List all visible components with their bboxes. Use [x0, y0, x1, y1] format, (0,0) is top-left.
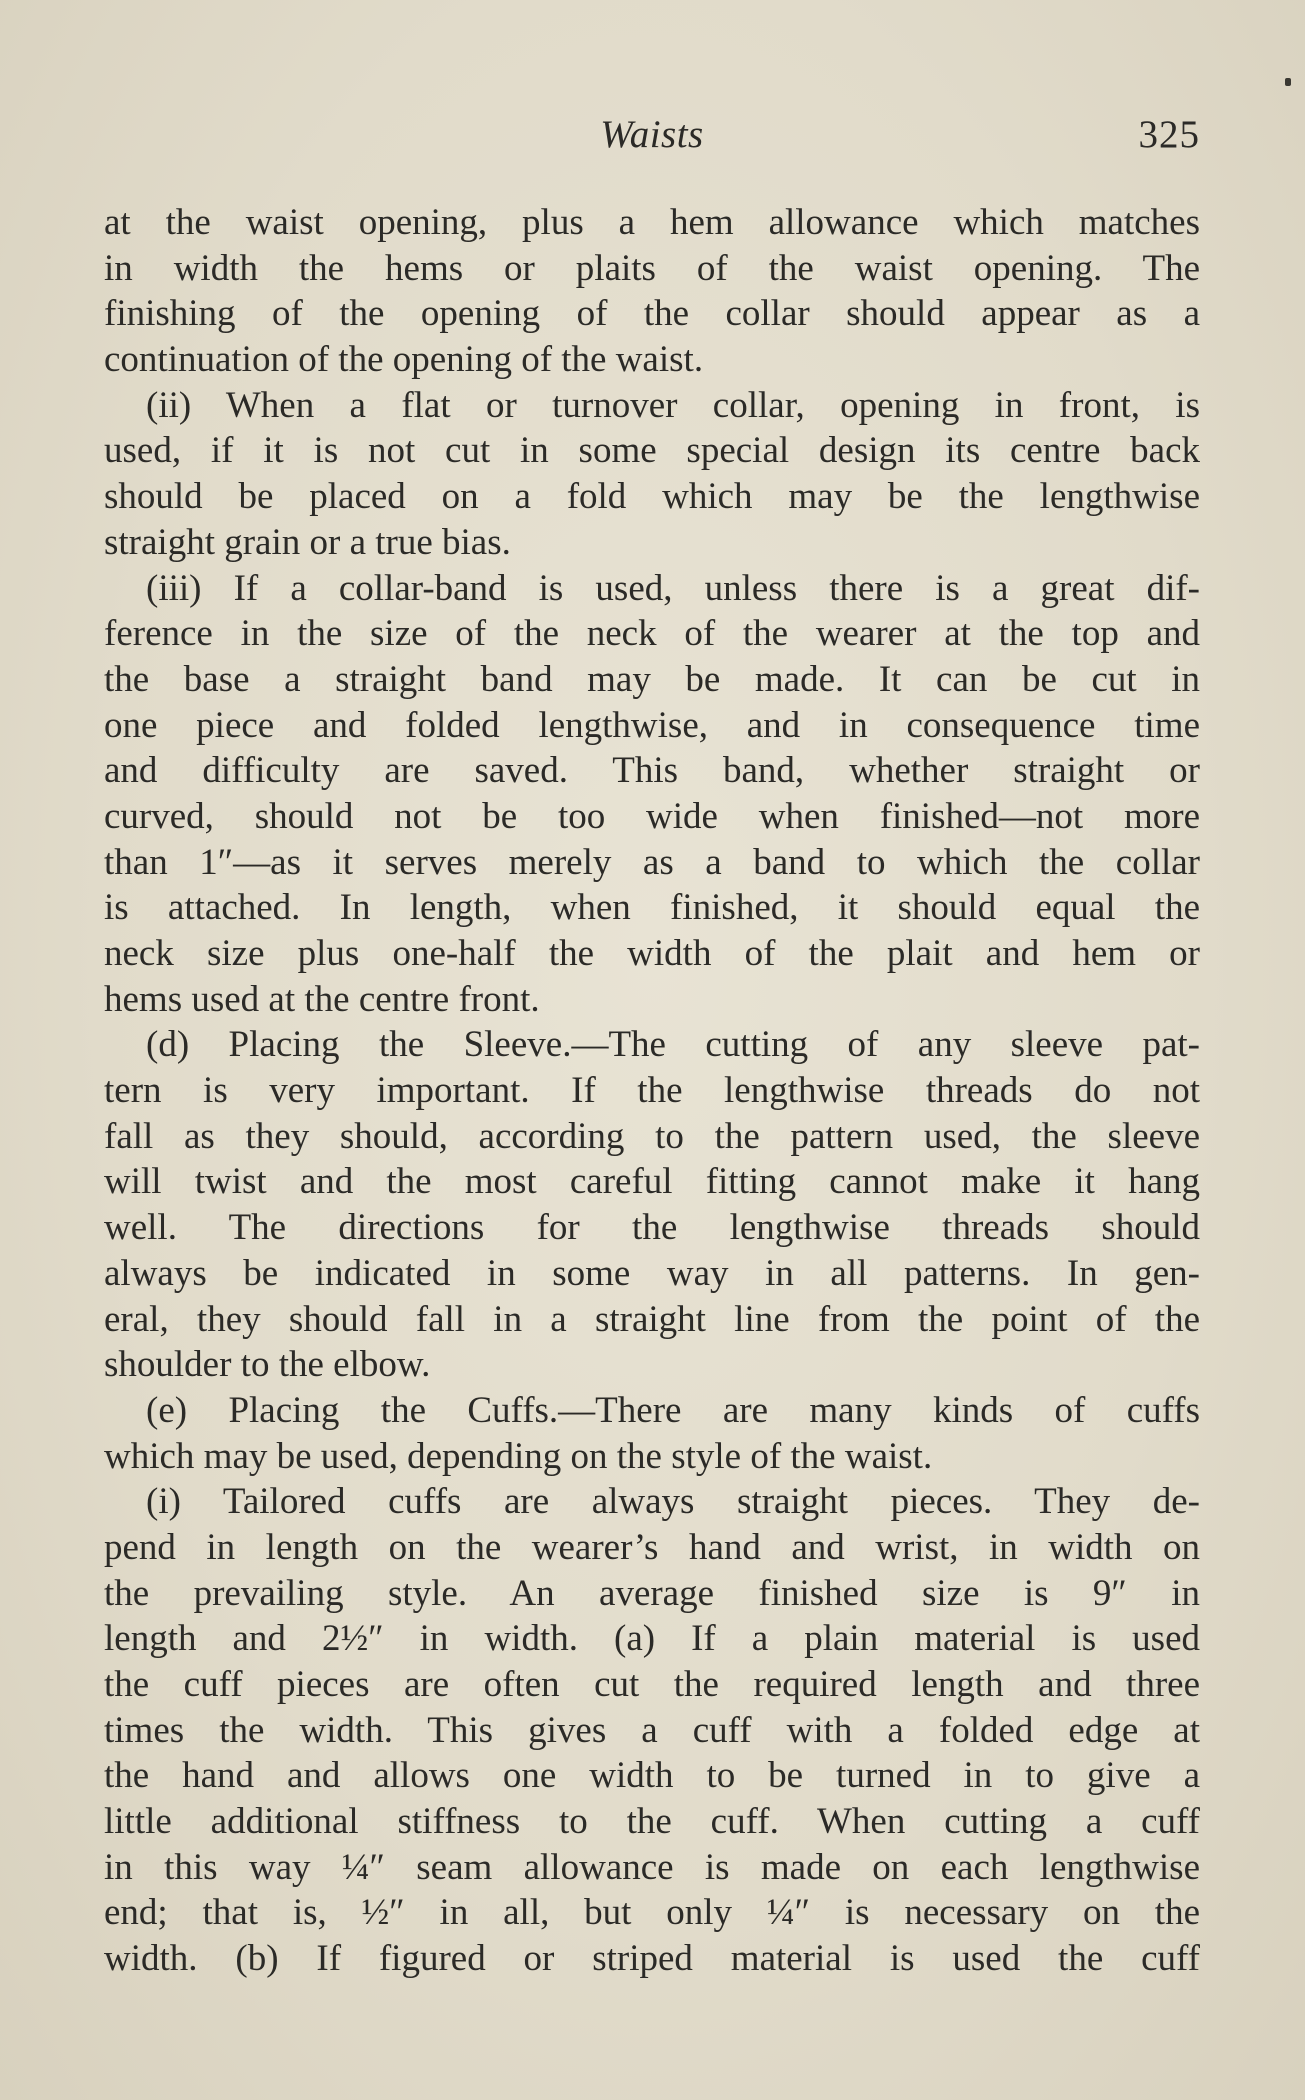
text-line: (i) Tailored cuffs are always straight pieces. They de- [146, 1481, 1200, 1523]
text-line: at the waist opening, plus a hem allowance which matches [104, 202, 1200, 243]
text-line: is attached. In length, when finished, it should equal the [104, 887, 1200, 929]
text-line: pend in length on the wearer’s hand and wrist, in width on [104, 1526, 1200, 1568]
running-head: Waists [600, 113, 704, 156]
text-line: straight grain or a true bias. [104, 521, 511, 563]
text-line: times the width. This gives a cuff with a folded edge at [104, 1709, 1200, 1751]
text-line: and difficulty are saved. This band, whether straight or [104, 750, 1200, 792]
text-line: than 1″—as it serves merely as a band to which the collar [104, 841, 1200, 883]
body-text [104, 200, 1200, 1982]
text-line: continuation of the opening of the waist. [104, 339, 704, 381]
text-line: little additional stiffness to the cuff. When cutting a cuff [104, 1801, 1200, 1843]
text-line: finishing of the opening of the collar should appear as a [104, 293, 1200, 335]
text-line: eral, they should fall in a straight line from the point of the [104, 1298, 1200, 1340]
text-line: length and 2½″ in width. (a) If a plain material is used [104, 1618, 1200, 1660]
text-line: always be indicated in some way in all patterns. In gen- [104, 1252, 1200, 1294]
ink-speck [1285, 78, 1291, 86]
text-line: neck size plus one-half the width of the plait and hem or [104, 933, 1200, 974]
text-line: (d) Placing the Sleeve.—The cutting of any sleeve pat- [146, 1024, 1200, 1066]
text-line: the hand and allows one width to be turned in to give a [104, 1755, 1200, 1797]
text-line: (ii) When a flat or turnover collar, opening in front, is [146, 384, 1200, 426]
text-line: shoulder to the elbow. [104, 1344, 431, 1386]
text-line: in this way ¼″ seam allowance is made on each lengthwise [104, 1846, 1200, 1888]
text-line: width. (b) If figured or striped material is used the cuff [104, 1938, 1200, 1980]
text-line: well. The directions for the lengthwise threads should [104, 1207, 1200, 1249]
text-line: which may be used, depending on the style of the waist. [104, 1435, 933, 1477]
page-header [104, 112, 1200, 162]
text-line: in width the hems or plaits of the waist opening. The [104, 247, 1200, 289]
text-line: (e) Placing the Cuffs.—There are many kinds of cuffs [146, 1389, 1200, 1431]
text-line: tern is very important. If the lengthwise threads do not [104, 1070, 1200, 1112]
text-line: fall as they should, according to the pattern used, the sleeve [104, 1115, 1200, 1157]
text-line: ference in the size of the neck of the wearer at the top and [104, 613, 1200, 655]
text-line: should be placed on a fold which may be the lengthwise [104, 476, 1200, 518]
text-line: the prevailing style. An average finished size is 9″ in [104, 1572, 1200, 1614]
text-line: the base a straight band may be made. It can be cut in [104, 658, 1200, 700]
page-number: 325 [1138, 113, 1200, 156]
text-line: curved, should not be too wide when finished—not more [104, 795, 1200, 837]
text-line: used, if it is not cut in some special design its centre back [104, 430, 1200, 472]
text-line: one piece and folded lengthwise, and in consequence time [104, 704, 1200, 746]
text-line: will twist and the most careful fitting cannot make it hang [104, 1161, 1200, 1203]
text-line: (iii) If a collar-band is used, unless there is a great dif- [146, 567, 1200, 609]
text-line: the cuff pieces are often cut the required length and three [104, 1664, 1200, 1705]
text-line: end; that is, ½″ in all, but only ¼″ is necessary on the [104, 1892, 1200, 1934]
text-line: hems used at the centre front. [104, 978, 540, 1020]
